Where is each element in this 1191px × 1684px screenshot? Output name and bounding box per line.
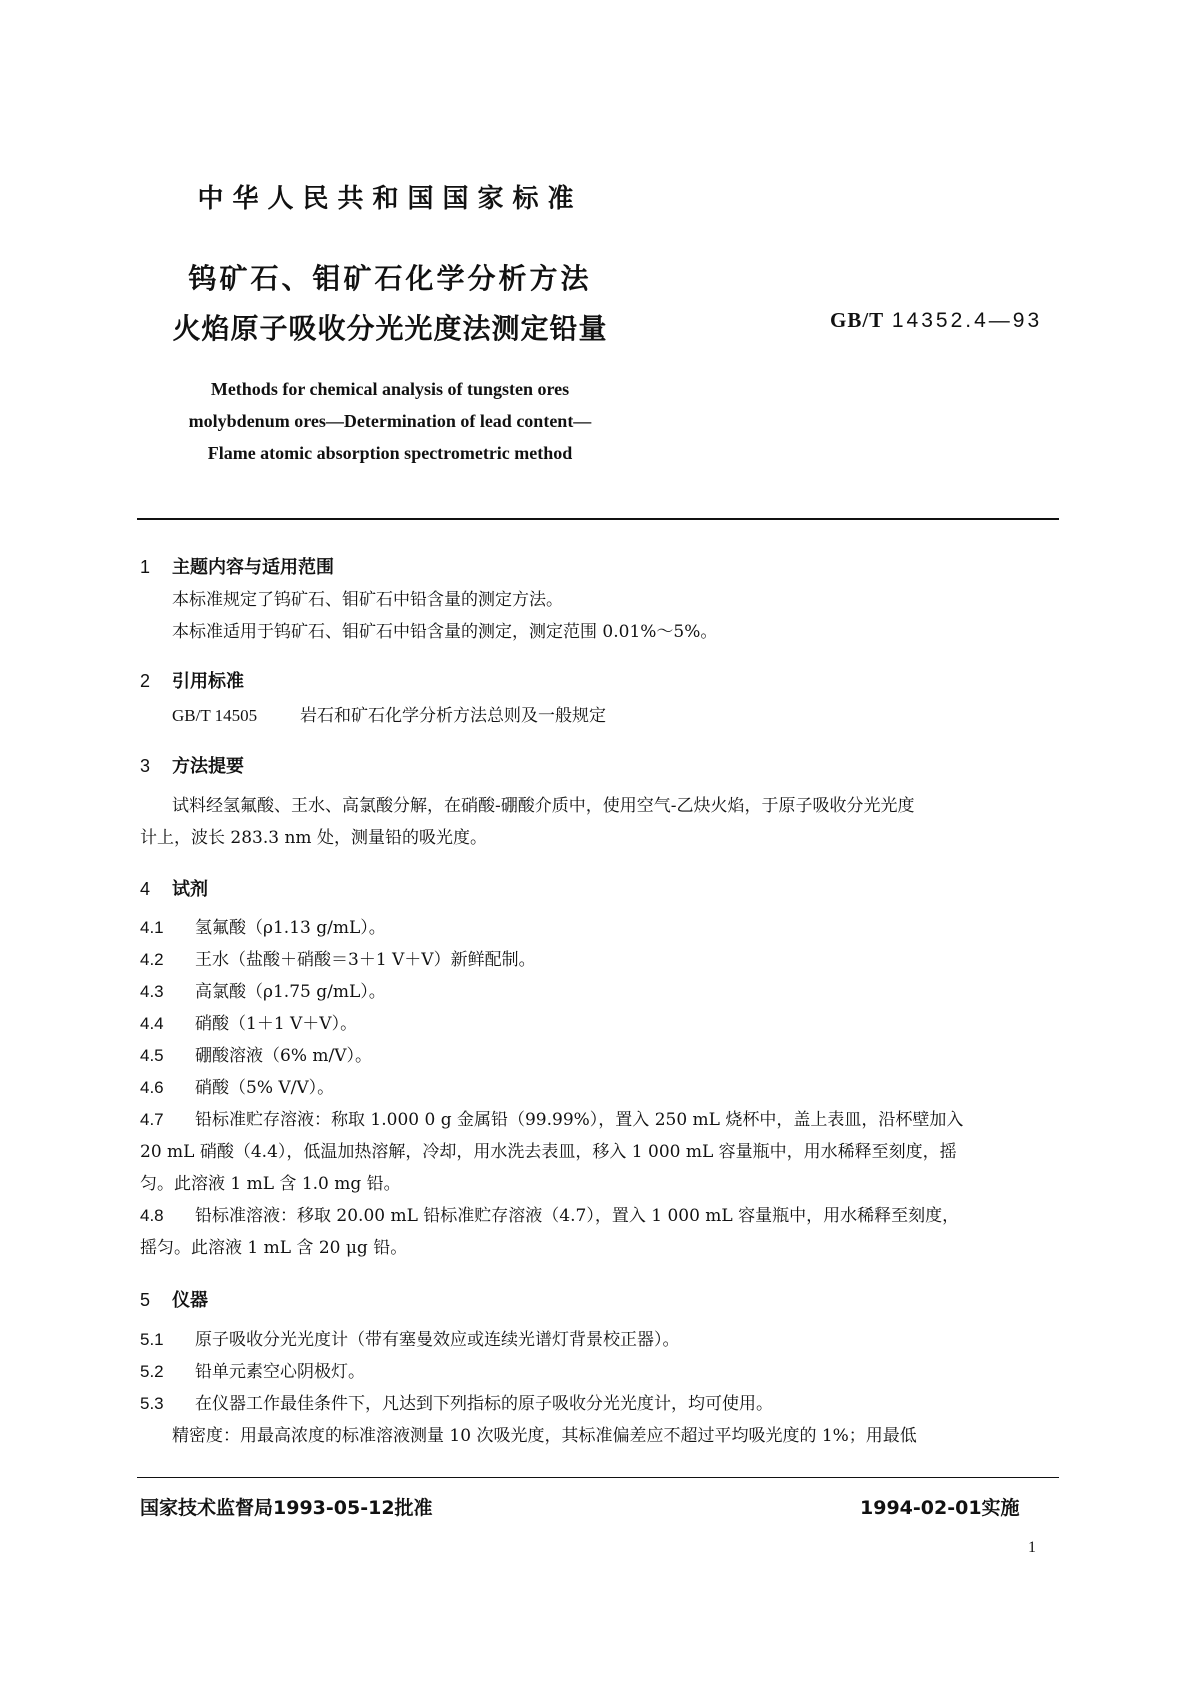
section-title: 试剂	[172, 879, 208, 900]
reagent-item-4-7-line-2: 20 mL 硝酸（4.4），低温加热溶解，冷却，用水洗去表皿，移入 1 000 mL 容量瓶中，用水稀释至刻度，摇	[140, 1142, 957, 1162]
reagent-item: 4.4 硝酸（1＋1 V＋V）。	[140, 1014, 358, 1034]
section-title: 方法提要	[172, 756, 244, 777]
section-5-heading	[140, 1286, 208, 1312]
reagent-item: 4.2 王水（盐酸＋硝酸＝3＋1 V＋V）新鲜配制。	[140, 950, 536, 970]
national-standard-heading: 中华人民共和国国家标准	[197, 184, 583, 214]
approval-date: 国家技术监督局1993-05-12批准	[140, 1497, 433, 1519]
instrument-item: 5.2 铅单元素空心阴极灯。	[140, 1362, 365, 1382]
section-1-paragraph-2: 本标准适用于钨矿石、钼矿石中铅含量的测定，测定范围 0.01%～5%。	[172, 622, 718, 642]
section-number: 4	[140, 879, 151, 899]
section-number: 2	[140, 671, 151, 691]
section-3-line-2: 计上，波长 283.3 nm 处，测量铅的吸光度。	[140, 828, 487, 848]
reagent-item: 4.1 氢氟酸（ρ1.13 g/mL）。	[140, 918, 386, 938]
section-number: 1	[140, 557, 151, 577]
standard-number	[830, 308, 1042, 333]
title-line-1: 钨矿石、钼矿石化学分析方法	[188, 262, 592, 295]
section-1-heading	[140, 553, 334, 579]
instrument-item: 5.1 原子吸收分光光度计（带有塞曼效应或连续光谱灯背景校正器）。	[140, 1330, 680, 1350]
english-title-line-1: Methods for chemical analysis of tungsten ores	[210, 379, 570, 399]
section-4-heading	[140, 875, 208, 901]
reagent-item-4-7: 4.7 铅标准贮存溶液：称取 1.000 0 g 金属铅（99.99%），置入 250 mL 烧杯中，盖上表皿，沿杯壁加入	[140, 1110, 964, 1130]
standard-prefix: GB/T	[830, 308, 885, 332]
reference-title: 岩石和矿石化学分析方法总则及一般规定	[300, 706, 606, 726]
section-title: 仪器	[172, 1290, 208, 1311]
reference-standard	[172, 700, 606, 732]
section-2-heading	[140, 667, 244, 693]
english-title-line-3: Flame atomic absorption spectrometric method	[207, 443, 573, 463]
reagent-item: 4.6 硝酸（5% V/V）。	[140, 1078, 335, 1098]
precision-paragraph: 精密度：用最高浓度的标准溶液测量 10 次吸光度，其标准偏差应不超过平均吸光度的 1%；用最低	[172, 1426, 917, 1446]
section-1-paragraph-1: 本标准规定了钨矿石、钼矿石中铅含量的测定方法。	[172, 590, 563, 610]
reagent-item-4-8: 4.8 铅标准溶液：移取 20.00 mL 铅标准贮存溶液（4.7），置入 1 000 mL 容量瓶中，用水稀释至刻度，	[140, 1206, 960, 1226]
section-number: 3	[140, 756, 151, 776]
footer-divider	[137, 1477, 1059, 1478]
section-title: 引用标准	[172, 671, 244, 692]
reference-code: GB/T 14505	[172, 706, 258, 725]
section-title: 主题内容与适用范围	[172, 557, 334, 578]
english-title-line-2: molybdenum ores—Determination of lead content—	[188, 411, 592, 431]
title-line-2: 火焰原子吸收分光光度法测定铅量	[172, 312, 608, 345]
page-number: 1	[1028, 1539, 1036, 1556]
standard-code: 14352.4—93	[891, 309, 1043, 332]
reagent-item-4-7-line-3: 匀。此溶液 1 mL 含 1.0 mg 铅。	[140, 1174, 401, 1194]
header-divider	[137, 518, 1059, 520]
section-number: 5	[140, 1290, 151, 1310]
implementation-date: 1994-02-01实施	[860, 1497, 1020, 1519]
reagent-item-4-8-line-2: 摇匀。此溶液 1 mL 含 20 μg 铅。	[140, 1238, 408, 1258]
reagent-item: 4.5 硼酸溶液（6% m/V）。	[140, 1046, 372, 1066]
reagent-item: 4.3 高氯酸（ρ1.75 g/mL）。	[140, 982, 386, 1002]
section-3-line-1: 试料经氢氟酸、王水、高氯酸分解，在硝酸-硼酸介质中，使用空气-乙炔火焰，于原子吸收分光光度	[172, 796, 915, 816]
section-3-heading	[140, 752, 244, 778]
instrument-item: 5.3 在仪器工作最佳条件下，凡达到下列指标的原子吸收分光光度计，均可使用。	[140, 1394, 773, 1414]
